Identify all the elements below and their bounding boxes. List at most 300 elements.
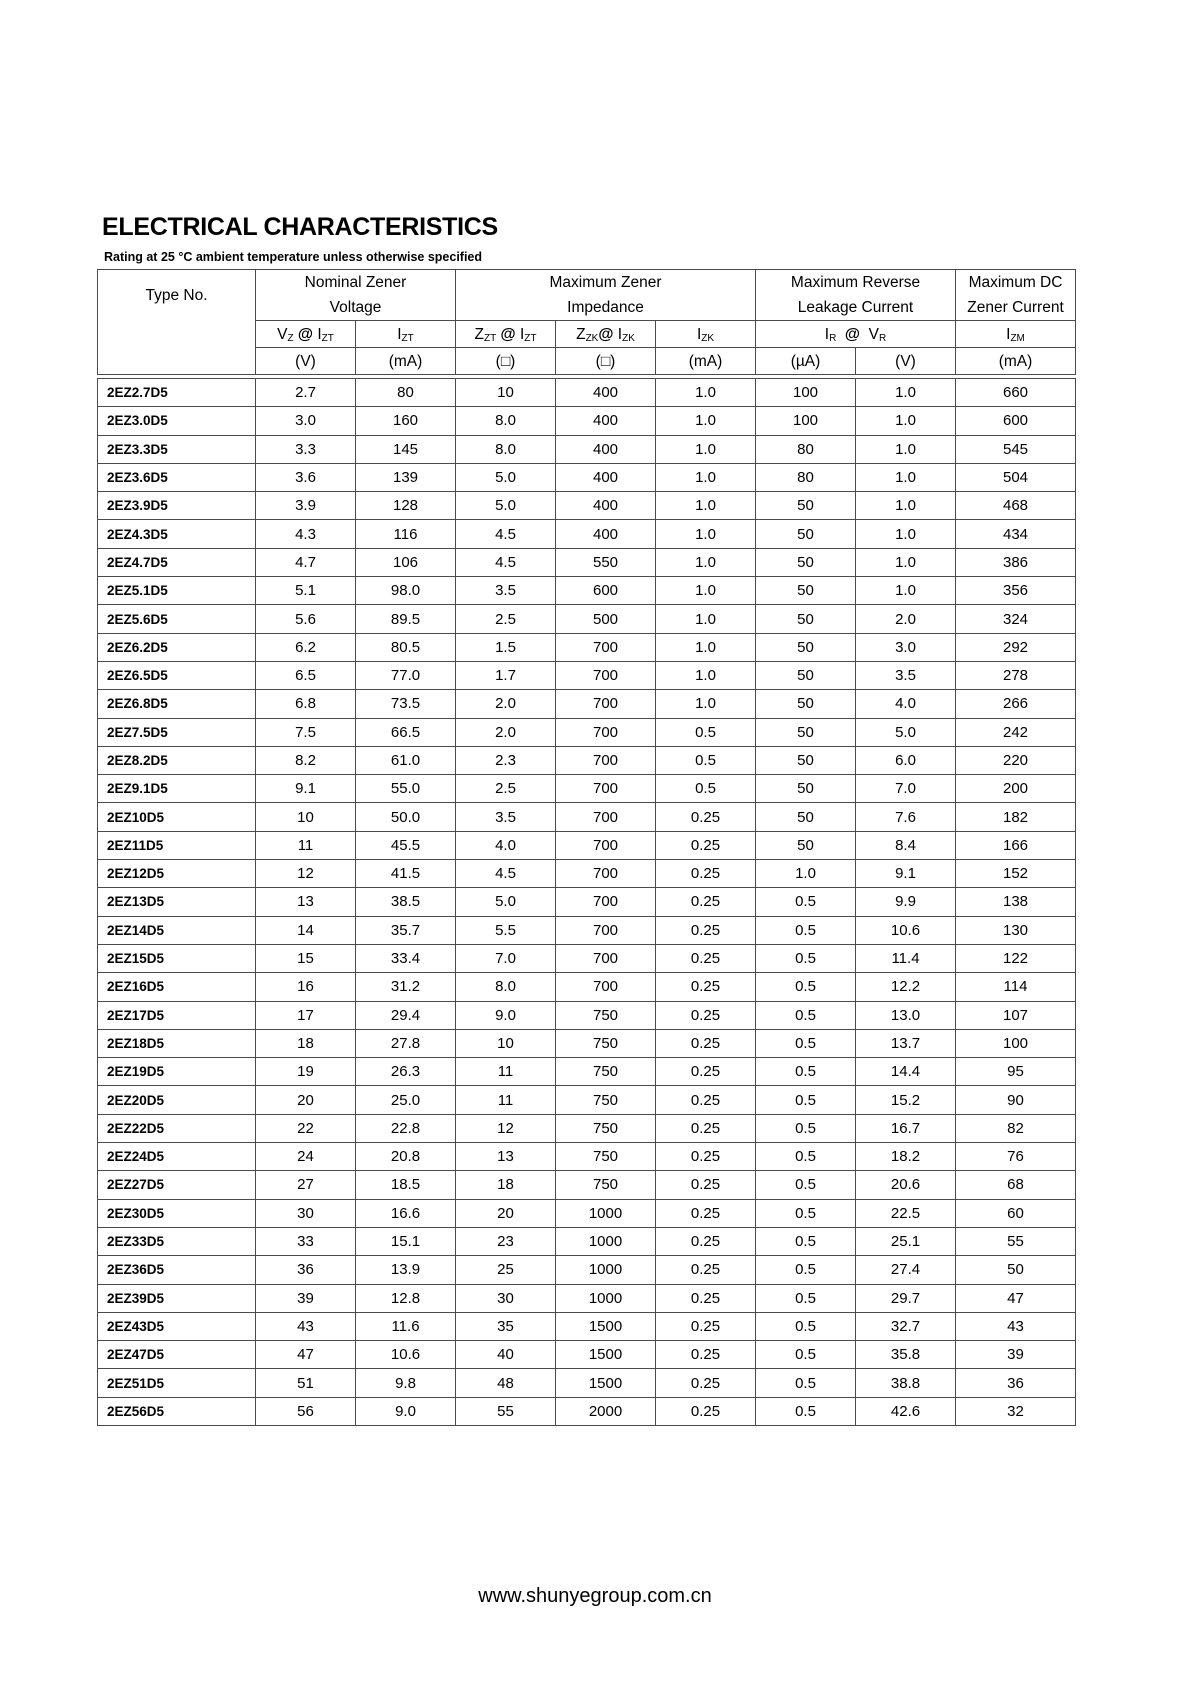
value-cell: 0.5 [756, 1397, 856, 1425]
value-cell: 0.5 [756, 1256, 856, 1284]
value-cell: 26.3 [356, 1058, 456, 1086]
value-cell: 82 [956, 1114, 1076, 1142]
value-cell: 89.5 [356, 605, 456, 633]
value-cell: 29.7 [856, 1284, 956, 1312]
value-cell: 750 [556, 1058, 656, 1086]
type-no-header: Type No. [98, 270, 256, 321]
type-no-cell: 2EZ16D5 [98, 973, 256, 1001]
value-cell: 29.4 [356, 1001, 456, 1029]
value-cell: 27 [256, 1171, 356, 1199]
unit-cell: (µA) [756, 348, 856, 375]
value-cell: 2.0 [856, 605, 956, 633]
value-cell: 0.25 [656, 1369, 756, 1397]
ir-vr-symbol: $I_R$ @ $V_R$ [756, 321, 956, 348]
unit-cell: (V) [856, 348, 956, 375]
value-cell: 750 [556, 1114, 656, 1142]
value-cell: 0.5 [756, 1086, 856, 1114]
type-no-cell: 2EZ6.2D5 [98, 633, 256, 661]
value-cell: 13.0 [856, 1001, 956, 1029]
table-row [98, 1199, 1076, 1227]
type-no-cell: 2EZ36D5 [98, 1256, 256, 1284]
value-cell: 12.8 [356, 1284, 456, 1312]
nominal-zener-header: Nominal Zener [256, 270, 456, 296]
value-cell: 43 [256, 1312, 356, 1340]
value-cell: 107 [956, 1001, 1076, 1029]
value-cell: 45.5 [356, 831, 456, 859]
value-cell: 400 [556, 463, 656, 491]
value-cell: 0.5 [756, 1227, 856, 1255]
value-cell: 15.2 [856, 1086, 956, 1114]
value-cell: 15.1 [356, 1227, 456, 1255]
value-cell: 5.6 [256, 605, 356, 633]
value-cell: 700 [556, 746, 656, 774]
value-cell: 14.4 [856, 1058, 956, 1086]
value-cell: 292 [956, 633, 1076, 661]
value-cell: 700 [556, 661, 656, 689]
value-cell: 660 [956, 379, 1076, 407]
value-cell: 3.5 [456, 577, 556, 605]
value-cell: 33 [256, 1227, 356, 1255]
max-dc-header: Maximum DC [956, 270, 1076, 296]
value-cell: 0.25 [656, 860, 756, 888]
izk-symbol: $I_{ZK}$ [656, 321, 756, 348]
value-cell: 10 [256, 803, 356, 831]
value-cell: 7.0 [456, 944, 556, 972]
type-no-cell: 2EZ15D5 [98, 944, 256, 972]
value-cell: 1.7 [456, 661, 556, 689]
value-cell: 33.4 [356, 944, 456, 972]
value-cell: 0.25 [656, 973, 756, 1001]
value-cell: 8.2 [256, 746, 356, 774]
value-cell: 2.5 [456, 775, 556, 803]
value-cell: 400 [556, 407, 656, 435]
value-cell: 200 [956, 775, 1076, 803]
value-cell: 2.7 [256, 379, 356, 407]
value-cell: 13.7 [856, 1029, 956, 1057]
value-cell: 0.5 [656, 775, 756, 803]
type-no-cell: 2EZ6.8D5 [98, 690, 256, 718]
type-no-cell: 2EZ7.5D5 [98, 718, 256, 746]
value-cell: 1.0 [656, 633, 756, 661]
value-cell: 42.6 [856, 1397, 956, 1425]
value-cell: 5.1 [256, 577, 356, 605]
value-cell: 9.8 [356, 1369, 456, 1397]
value-cell: 98.0 [356, 577, 456, 605]
type-no-cell: 2EZ3.3D5 [98, 435, 256, 463]
value-cell: 8.4 [856, 831, 956, 859]
value-cell: 4.7 [256, 548, 356, 576]
table-row [98, 435, 1076, 463]
value-cell: 2.5 [456, 605, 556, 633]
value-cell: 4.5 [456, 548, 556, 576]
value-cell: 0.5 [756, 1284, 856, 1312]
value-cell: 9.0 [456, 1001, 556, 1029]
value-cell: 17 [256, 1001, 356, 1029]
value-cell: 1.0 [656, 407, 756, 435]
table-row [98, 718, 1076, 746]
value-cell: 12.2 [856, 973, 956, 1001]
type-no-cell: 2EZ10D5 [98, 803, 256, 831]
type-no-cell: 2EZ30D5 [98, 1199, 256, 1227]
type-no-header-cont [98, 321, 256, 375]
value-cell: 100 [756, 379, 856, 407]
zzt-symbol: $Z_{ZT}$ @ $I_{ZT}$ [456, 321, 556, 348]
table-row [98, 973, 1076, 1001]
value-cell: 750 [556, 1086, 656, 1114]
value-cell: 50 [756, 577, 856, 605]
table-row [98, 1143, 1076, 1171]
value-cell: 50 [956, 1256, 1076, 1284]
value-cell: 0.25 [656, 1086, 756, 1114]
value-cell: 750 [556, 1029, 656, 1057]
value-cell: 242 [956, 718, 1076, 746]
value-cell: 41.5 [356, 860, 456, 888]
type-no-cell: 2EZ5.1D5 [98, 577, 256, 605]
value-cell: 4.5 [456, 860, 556, 888]
value-cell: 95 [956, 1058, 1076, 1086]
type-no-cell: 2EZ11D5 [98, 831, 256, 859]
unit-cell: (□) [456, 348, 556, 375]
value-cell: 8.0 [456, 973, 556, 1001]
type-no-cell: 2EZ18D5 [98, 1029, 256, 1057]
type-no-cell: 2EZ24D5 [98, 1143, 256, 1171]
value-cell: 19 [256, 1058, 356, 1086]
value-cell: 50 [756, 492, 856, 520]
unit-cell: (mA) [356, 348, 456, 375]
value-cell: 50 [756, 661, 856, 689]
value-cell: 30 [456, 1284, 556, 1312]
value-cell: 10 [456, 379, 556, 407]
value-cell: 3.5 [856, 661, 956, 689]
value-cell: 12 [256, 860, 356, 888]
value-cell: 139 [356, 463, 456, 491]
table-row [98, 860, 1076, 888]
type-no-cell: 2EZ6.5D5 [98, 661, 256, 689]
value-cell: 750 [556, 1001, 656, 1029]
value-cell: 16.7 [856, 1114, 956, 1142]
value-cell: 0.25 [656, 1143, 756, 1171]
value-cell: 1000 [556, 1256, 656, 1284]
value-cell: 9.0 [356, 1397, 456, 1425]
value-cell: 700 [556, 888, 656, 916]
type-no-cell: 2EZ3.6D5 [98, 463, 256, 491]
value-cell: 1500 [556, 1369, 656, 1397]
value-cell: 700 [556, 831, 656, 859]
value-cell: 9.1 [856, 860, 956, 888]
type-no-cell: 2EZ22D5 [98, 1114, 256, 1142]
value-cell: 55 [956, 1227, 1076, 1255]
value-cell: 700 [556, 860, 656, 888]
value-cell: 20 [456, 1199, 556, 1227]
value-cell: 0.5 [756, 944, 856, 972]
value-cell: 0.25 [656, 1058, 756, 1086]
table-row [98, 1369, 1076, 1397]
value-cell: 600 [956, 407, 1076, 435]
value-cell: 11 [456, 1058, 556, 1086]
value-cell: 750 [556, 1171, 656, 1199]
value-cell: 47 [956, 1284, 1076, 1312]
rating-note: Rating at 25 °C ambient temperature unless otherwise specified [104, 250, 483, 264]
value-cell: 50 [756, 605, 856, 633]
value-cell: 114 [956, 973, 1076, 1001]
value-cell: 2.0 [456, 690, 556, 718]
value-cell: 0.25 [656, 831, 756, 859]
value-cell: 9.9 [856, 888, 956, 916]
value-cell: 14 [256, 916, 356, 944]
value-cell: 138 [956, 888, 1076, 916]
value-cell: 80.5 [356, 633, 456, 661]
table-row [98, 1058, 1076, 1086]
value-cell: 116 [356, 520, 456, 548]
value-cell: 90 [956, 1086, 1076, 1114]
table-body [98, 379, 1076, 1426]
value-cell: 400 [556, 435, 656, 463]
value-cell: 51 [256, 1369, 356, 1397]
value-cell: 8.0 [456, 407, 556, 435]
table-row [98, 690, 1076, 718]
value-cell: 0.25 [656, 1227, 756, 1255]
value-cell: 18 [456, 1171, 556, 1199]
value-cell: 5.0 [456, 888, 556, 916]
unit-cell: (V) [256, 348, 356, 375]
table-row [98, 803, 1076, 831]
value-cell: 700 [556, 803, 656, 831]
value-cell: 0.25 [656, 1312, 756, 1340]
value-cell: 434 [956, 520, 1076, 548]
value-cell: 66.5 [356, 718, 456, 746]
value-cell: 76 [956, 1143, 1076, 1171]
value-cell: 0.5 [756, 973, 856, 1001]
value-cell: 0.5 [756, 1312, 856, 1340]
value-cell: 27.4 [856, 1256, 956, 1284]
type-no-cell: 2EZ20D5 [98, 1086, 256, 1114]
value-cell: 152 [956, 860, 1076, 888]
max-zener-header: Maximum Zener [456, 270, 756, 296]
value-cell: 32.7 [856, 1312, 956, 1340]
value-cell: 0.5 [756, 1171, 856, 1199]
value-cell: 25.0 [356, 1086, 456, 1114]
table-row [98, 916, 1076, 944]
value-cell: 100 [956, 1029, 1076, 1057]
value-cell: 40 [456, 1341, 556, 1369]
table-row [98, 1312, 1076, 1340]
value-cell: 27.8 [356, 1029, 456, 1057]
value-cell: 0.5 [756, 1143, 856, 1171]
type-no-cell: 2EZ8.2D5 [98, 746, 256, 774]
value-cell: 700 [556, 775, 656, 803]
value-cell: 50 [756, 718, 856, 746]
table-row [98, 1171, 1076, 1199]
leakage-current-header: Leakage Current [756, 295, 956, 321]
value-cell: 39 [956, 1341, 1076, 1369]
value-cell: 5.0 [456, 463, 556, 491]
value-cell: 1.0 [656, 690, 756, 718]
value-cell: 18 [256, 1029, 356, 1057]
value-cell: 1.0 [656, 435, 756, 463]
value-cell: 0.25 [656, 1001, 756, 1029]
value-cell: 278 [956, 661, 1076, 689]
value-cell: 55.0 [356, 775, 456, 803]
value-cell: 468 [956, 492, 1076, 520]
value-cell: 700 [556, 718, 656, 746]
value-cell: 1.0 [656, 492, 756, 520]
value-cell: 4.0 [856, 690, 956, 718]
table-row [98, 661, 1076, 689]
value-cell: 35.7 [356, 916, 456, 944]
value-cell: 1.0 [856, 463, 956, 491]
value-cell: 1000 [556, 1199, 656, 1227]
value-cell: 10 [456, 1029, 556, 1057]
value-cell: 1.0 [656, 520, 756, 548]
value-cell: 10.6 [356, 1341, 456, 1369]
type-no-cell: 2EZ2.7D5 [98, 379, 256, 407]
value-cell: 356 [956, 577, 1076, 605]
value-cell: 80 [756, 435, 856, 463]
table-row [98, 1001, 1076, 1029]
table-row [98, 1114, 1076, 1142]
value-cell: 700 [556, 633, 656, 661]
value-cell: 1.5 [456, 633, 556, 661]
value-cell: 22 [256, 1114, 356, 1142]
document-title: ELECTRICAL CHARACTERISTICS [102, 213, 498, 241]
value-cell: 182 [956, 803, 1076, 831]
type-no-cell: 2EZ19D5 [98, 1058, 256, 1086]
value-cell: 5.5 [456, 916, 556, 944]
value-cell: 32 [956, 1397, 1076, 1425]
value-cell: 11.6 [356, 1312, 456, 1340]
value-cell: 22.5 [856, 1199, 956, 1227]
value-cell: 0.25 [656, 1397, 756, 1425]
type-no-cell: 2EZ4.7D5 [98, 548, 256, 576]
value-cell: 166 [956, 831, 1076, 859]
value-cell: 50 [756, 775, 856, 803]
table-row [98, 746, 1076, 774]
value-cell: 3.0 [856, 633, 956, 661]
value-cell: 6.0 [856, 746, 956, 774]
type-no-cell: 2EZ4.3D5 [98, 520, 256, 548]
value-cell: 145 [356, 435, 456, 463]
value-cell: 545 [956, 435, 1076, 463]
value-cell: 77.0 [356, 661, 456, 689]
value-cell: 23 [456, 1227, 556, 1255]
value-cell: 0.25 [656, 1029, 756, 1057]
table-row [98, 1341, 1076, 1369]
type-no-cell: 2EZ56D5 [98, 1397, 256, 1425]
value-cell: 73.5 [356, 690, 456, 718]
max-reverse-header: Maximum Reverse [756, 270, 956, 296]
type-no-cell: 2EZ33D5 [98, 1227, 256, 1255]
type-no-cell: 2EZ3.9D5 [98, 492, 256, 520]
value-cell: 3.3 [256, 435, 356, 463]
value-cell: 0.25 [656, 1341, 756, 1369]
value-cell: 1.0 [856, 435, 956, 463]
table-row [98, 775, 1076, 803]
unit-cell: (mA) [656, 348, 756, 375]
value-cell: 12 [456, 1114, 556, 1142]
value-cell: 1000 [556, 1284, 656, 1312]
value-cell: 128 [356, 492, 456, 520]
value-cell: 130 [956, 916, 1076, 944]
value-cell: 1.0 [656, 661, 756, 689]
value-cell: 0.5 [756, 1341, 856, 1369]
value-cell: 1.0 [756, 860, 856, 888]
value-cell: 750 [556, 1143, 656, 1171]
value-cell: 16 [256, 973, 356, 1001]
value-cell: 61.0 [356, 746, 456, 774]
type-no-cell: 2EZ13D5 [98, 888, 256, 916]
type-no-cell: 2EZ5.6D5 [98, 605, 256, 633]
type-no-cell: 2EZ17D5 [98, 1001, 256, 1029]
value-cell: 50 [756, 690, 856, 718]
value-cell: 1.0 [656, 548, 756, 576]
value-cell: 11 [256, 831, 356, 859]
value-cell: 700 [556, 973, 656, 1001]
value-cell: 25.1 [856, 1227, 956, 1255]
value-cell: 550 [556, 548, 656, 576]
value-cell: 0.5 [756, 1029, 856, 1057]
type-no-cell: 2EZ3.0D5 [98, 407, 256, 435]
value-cell: 13 [456, 1143, 556, 1171]
footer-url: www.shunyegroup.com.cn [478, 1585, 712, 1607]
value-cell: 122 [956, 944, 1076, 972]
value-cell: 3.9 [256, 492, 356, 520]
value-cell: 11 [456, 1086, 556, 1114]
table-row [98, 831, 1076, 859]
table-row [98, 944, 1076, 972]
value-cell: 700 [556, 916, 656, 944]
value-cell: 35.8 [856, 1341, 956, 1369]
table-row [98, 633, 1076, 661]
table-row [98, 1227, 1076, 1255]
vz-symbol: $V_Z$ @ $I_{ZT}$ [256, 321, 356, 348]
value-cell: 0.25 [656, 1114, 756, 1142]
value-cell: 3.5 [456, 803, 556, 831]
value-cell: 106 [356, 548, 456, 576]
table-row [98, 577, 1076, 605]
value-cell: 60 [956, 1199, 1076, 1227]
value-cell: 1500 [556, 1312, 656, 1340]
value-cell: 0.25 [656, 1284, 756, 1312]
unit-cell: (mA) [956, 348, 1076, 375]
unit-cell: (□) [556, 348, 656, 375]
value-cell: 3.0 [256, 407, 356, 435]
value-cell: 700 [556, 944, 656, 972]
value-cell: 4.0 [456, 831, 556, 859]
value-cell: 160 [356, 407, 456, 435]
zzk-symbol: $Z_{ZK}@$ $I_{ZK}$ [556, 321, 656, 348]
value-cell: 18.5 [356, 1171, 456, 1199]
value-cell: 2.3 [456, 746, 556, 774]
table-row [98, 888, 1076, 916]
value-cell: 38.8 [856, 1369, 956, 1397]
value-cell: 1500 [556, 1341, 656, 1369]
impedance-header: Impedance [456, 295, 756, 321]
value-cell: 7.5 [256, 718, 356, 746]
table-row [98, 1029, 1076, 1057]
table-row [98, 1086, 1076, 1114]
type-no-cell: 2EZ47D5 [98, 1341, 256, 1369]
value-cell: 15 [256, 944, 356, 972]
table-row [98, 605, 1076, 633]
value-cell: 2.0 [456, 718, 556, 746]
value-cell: 6.8 [256, 690, 356, 718]
value-cell: 25 [456, 1256, 556, 1284]
value-cell: 0.5 [756, 916, 856, 944]
value-cell: 80 [356, 379, 456, 407]
value-cell: 1.0 [656, 605, 756, 633]
value-cell: 4.5 [456, 520, 556, 548]
value-cell: 386 [956, 548, 1076, 576]
